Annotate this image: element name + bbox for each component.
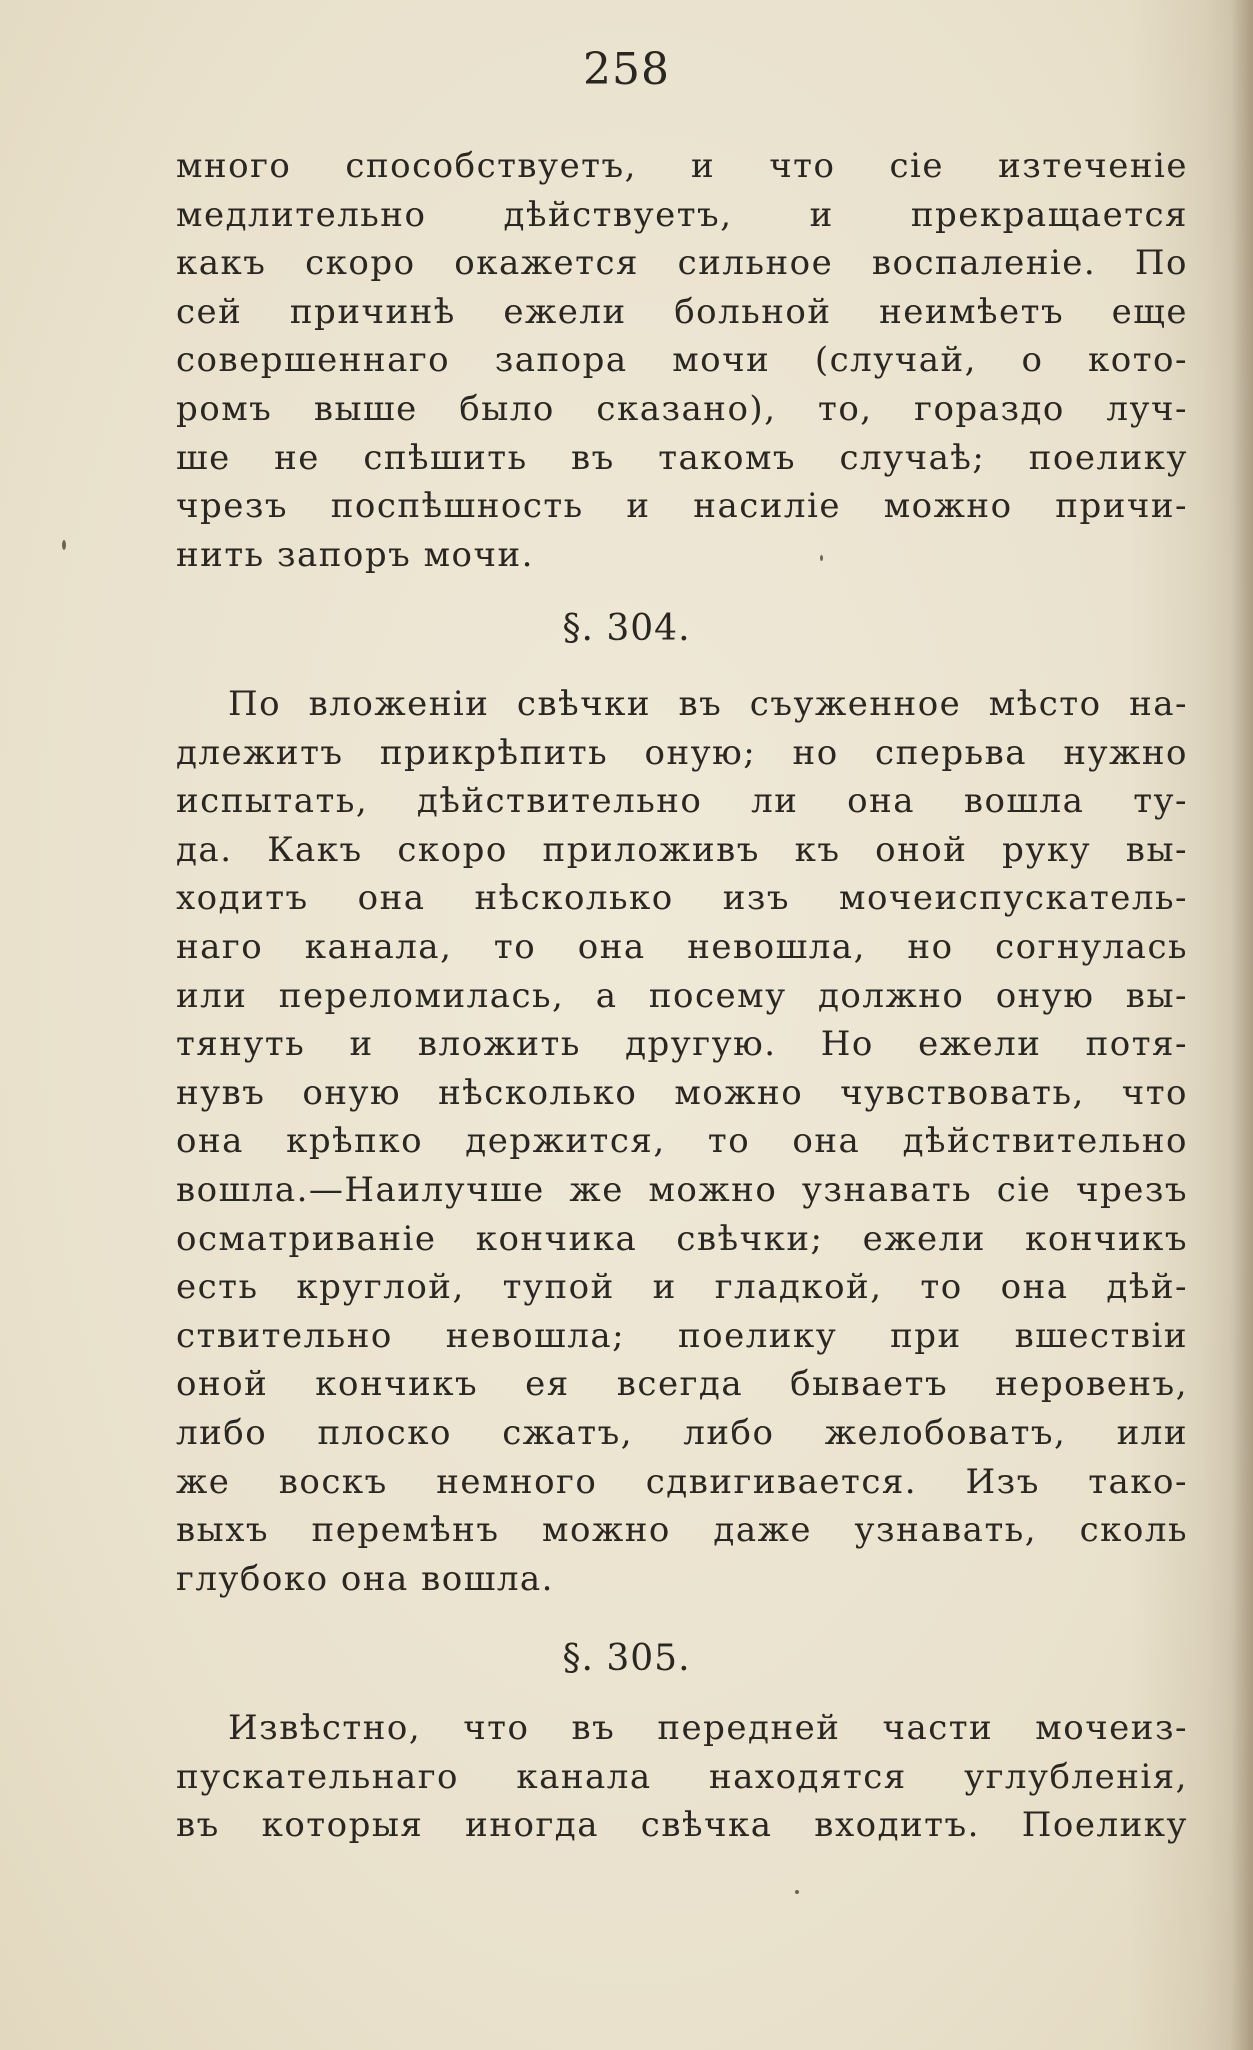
ink-speck — [795, 1890, 799, 1894]
text-line: выхъ перемѣнъ можно даже узнавать, сколь — [176, 1510, 1188, 1551]
paragraph-section-305 — [176, 1704, 1188, 1850]
ink-speck — [62, 540, 66, 550]
text-line: ше не спѣшить въ такомъ случаѣ; поелику — [176, 437, 1188, 478]
text-line: есть круглой, тупой и гладкой, то она дѣй- — [176, 1267, 1188, 1308]
text-line: она крѣпко держится, то она дѣйствительно — [176, 1121, 1188, 1162]
text-line: глубоко она вошла. — [176, 1558, 554, 1599]
paragraph-continuation — [176, 142, 1188, 579]
text-line: ствительно невошла; поелику при вшествіи — [176, 1315, 1188, 1356]
text-line: тянуть и вложить другую. Но ежели потя- — [176, 1024, 1188, 1065]
section-heading-305: §. 305. — [562, 1638, 691, 1679]
text-line: ходитъ она нѣсколько изъ мочеиспускатель- — [176, 878, 1188, 919]
text-line: въ которыя иногда свѣчка входитъ. Поелику — [176, 1805, 1188, 1846]
text-line: медлительно дѣйствуетъ, и прекращается — [176, 194, 1188, 235]
page-number: 258 — [583, 44, 670, 95]
text-line: наго канала, то она невошла, но согнулась — [176, 926, 1188, 967]
text-line: вошла.—Наилучше же можно узнавать сіе чрезъ — [176, 1169, 1188, 1210]
text-line: пускательнаго канала находятся углубленія, — [176, 1756, 1188, 1797]
text-line: сей причинѣ ежели больной неимѣетъ еще — [176, 291, 1188, 332]
text-line: оной кончикъ ея всегда бываетъ неровенъ, — [176, 1364, 1188, 1405]
text-line: какъ скоро окажется сильное воспаленіе. По — [176, 243, 1188, 284]
text-line: много способствуетъ, и что сіе изтеченіе — [176, 146, 1188, 186]
page-gutter-shadow — [1231, 0, 1253, 2050]
text-line: да. Какъ скоро приложивъ къ оной руку вы- — [176, 829, 1188, 870]
text-line: или переломилась, а посему должно оную вы- — [176, 975, 1188, 1016]
text-line: длежитъ прикрѣпить оную; но сперьва нужно — [176, 732, 1188, 773]
text-line: чрезъ поспѣшность и насиліе можно причи- — [176, 486, 1188, 527]
text-line: осматриваніе кончика свѣчки; ежели кончикъ — [176, 1218, 1188, 1259]
text-line: же воскъ немного сдвигивается. Изъ тако- — [176, 1461, 1188, 1502]
text-line: нить запоръ мочи. — [176, 534, 534, 575]
paragraph-section-304 — [176, 680, 1188, 1603]
text-line: нувъ оную нѣсколько можно чувствовать, что — [176, 1072, 1188, 1113]
text-line: По вложеніи свѣчки въ съуженное мѣсто на- — [228, 684, 1188, 724]
ink-speck — [820, 555, 823, 561]
text-line: Извѣстно, что въ передней части мочеиз- — [228, 1708, 1188, 1748]
text-line: совершеннаго запора мочи (случай, о кото- — [176, 340, 1188, 381]
text-line: испытать, дѣйствительно ли она вошла ту- — [176, 781, 1188, 822]
section-heading-304: §. 304. — [562, 608, 691, 649]
text-line: либо плоско сжатъ, либо желобоватъ, или — [176, 1412, 1188, 1453]
text-line: ромъ выше было сказано), то, гораздо луч- — [176, 388, 1188, 429]
